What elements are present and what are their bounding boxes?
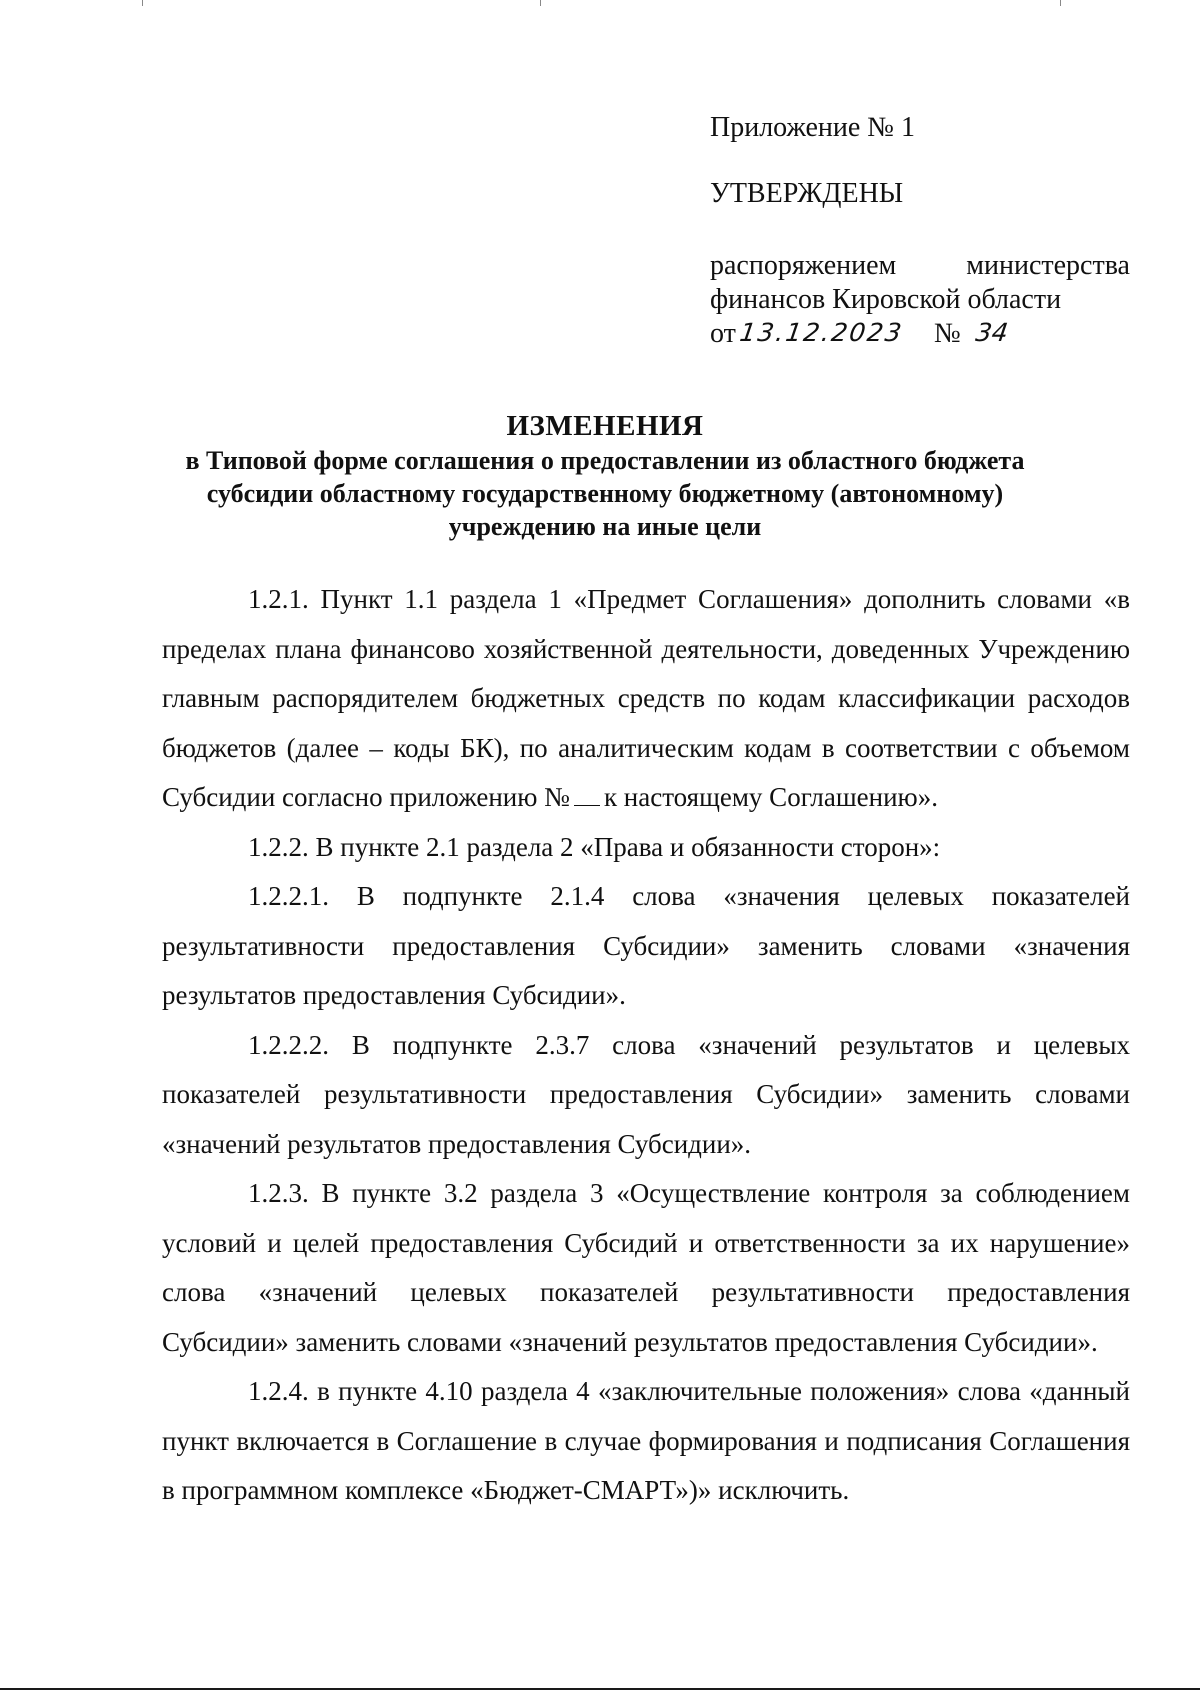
by-order-word: министерства: [966, 250, 1130, 281]
date-number-line: [710, 318, 1130, 358]
scan-edge-line: [0, 1688, 1200, 1690]
paragraph-1-2-3: 1.2.3. В пункте 3.2 раздела 3 «Осуществление контроля за соблюдением условий и целей предоставления Субсидий и ответственности за их нарушение» слова «значений целевых показателей результативности предоставления Субсидии» заменить словами «значений результатов предоставления Субсидии».: [162, 1178, 1130, 1357]
paragraph-1-2-1: [162, 575, 1130, 823]
document-subtitle-line: субсидии областному государственному бюджетному (автономному): [206, 479, 1004, 508]
blank-field: [574, 804, 600, 806]
document-subtitle-line: в Типовой форме соглашения о предоставлении из областного бюджета: [185, 446, 1025, 475]
paragraph-text: к настоящему Соглашению».: [603, 782, 938, 812]
by-order-word: распоряжением: [710, 250, 897, 281]
scan-mark: [540, 0, 541, 6]
document-title-block: [160, 408, 1050, 543]
annex-number: Приложение № 1: [710, 112, 915, 143]
date-prefix: от: [710, 318, 736, 349]
paragraph-text: 1.2.1. Пункт 1.1 раздела 1 «Предмет Соглашения» дополнить словами «в пределах плана финансово хозяйственной деятельности, доведенных Учреждению главным распорядителем бюджетных средств по кодам классификации расходов бюджетов (далее – коды БК), по аналитическим кодам в соответствии с объемом Субсидии согласно приложению №: [162, 584, 1130, 812]
document-subtitle-line: учреждению на иные цели: [448, 512, 762, 541]
paragraph-1-2-2: 1.2.2. В пункте 2.1 раздела 2 «Права и обязанности сторон»:: [248, 831, 941, 862]
number-prefix: №: [934, 318, 961, 349]
document-title: ИЗМЕНЕНИЯ: [506, 410, 704, 442]
paragraph-1-2-2-1: 1.2.2.1. В подпункте 2.1.4 слова «значения целевых показателей результативности предоставления Субсидии» заменить словами «значения результатов предоставления Субсидии».: [162, 881, 1130, 1010]
by-order-line: [710, 250, 1130, 282]
paragraph-1-2-4: 1.2.4. в пункте 4.10 раздела 4 «заключительные положения» слова «данный пункт включается в Соглашение в случае формирования и подписания Соглашения в программном комплексе «Бюджет-СМАРТ»)» исключить.: [162, 1376, 1130, 1505]
document-body: [162, 575, 1130, 1516]
handwritten-date: 13.12.2023: [737, 318, 906, 347]
paragraph-1-2-2-2: 1.2.2.2. В подпункте 2.3.7 слова «значений результатов и целевых показателей результативности предоставления Субсидии» заменить словами «значений результатов предоставления Субсидии».: [162, 1029, 1130, 1159]
approved-label: УТВЕРЖДЕНЫ: [710, 178, 904, 209]
ministry-name: финансов Кировской области: [710, 284, 1062, 315]
handwritten-number: 34: [973, 318, 1010, 347]
scan-mark: [1060, 0, 1061, 6]
scan-mark: [142, 0, 143, 6]
